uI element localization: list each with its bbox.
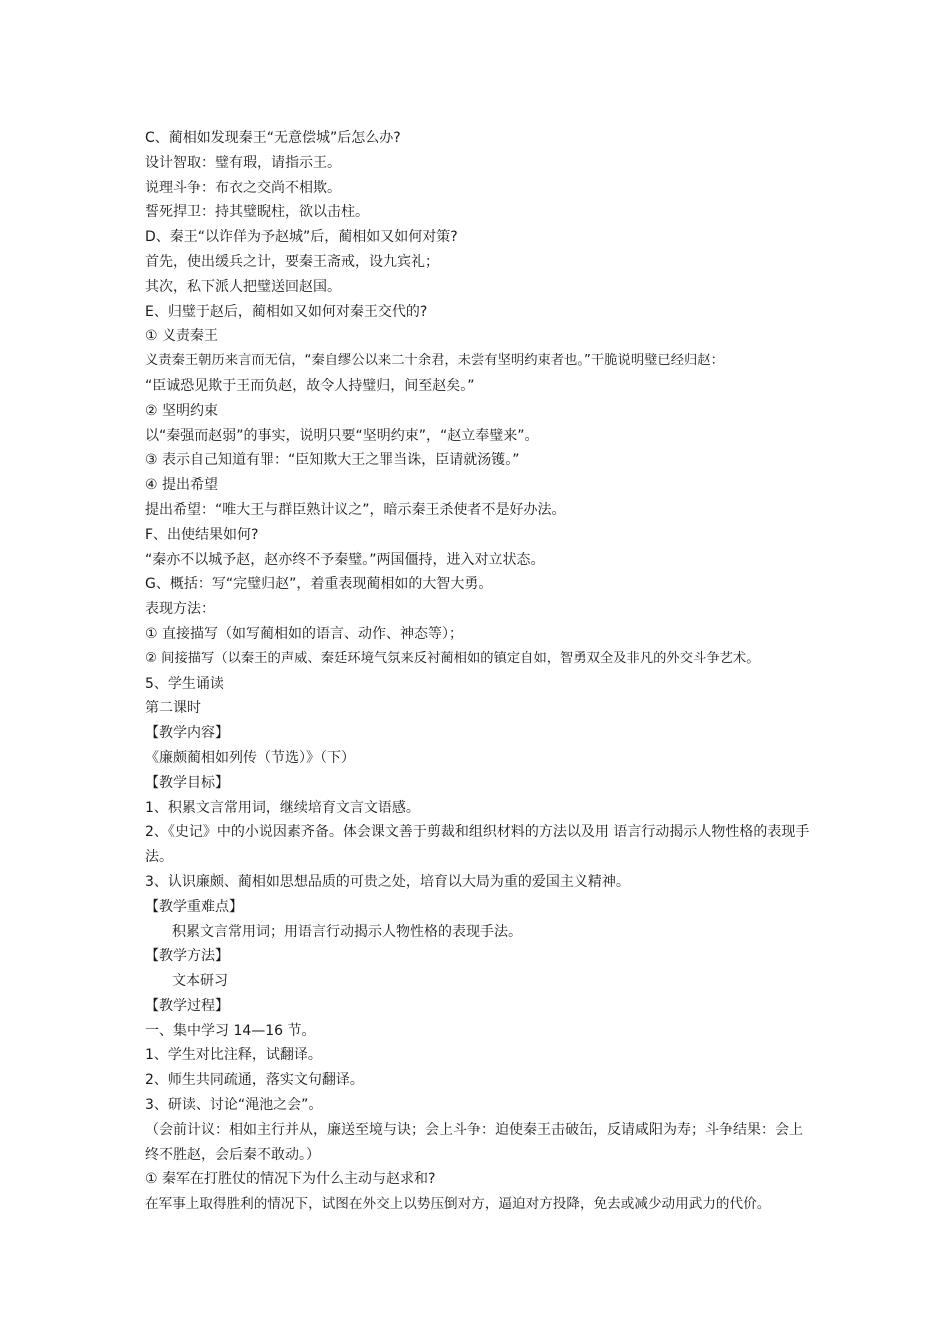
text-line: “秦亦不以城予赵，赵亦终不予秦璧。”两国僵持，进入对立状态。 xyxy=(145,551,545,568)
text-line: 首先，使出缓兵之计，要秦王斋戒，设九宾礼； xyxy=(145,253,439,270)
text-line: ① 秦军在打胜仗的情况下为什么主动与赵求和? xyxy=(145,1171,436,1188)
document-page xyxy=(145,126,810,1217)
text-line: 第二课时 xyxy=(145,700,201,717)
text-line: 3、认识廉颇、蔺相如思想品质的可贵之处，培育以大局为重的爱国主义精神。 xyxy=(145,873,630,890)
text-line: ② 坚明约束 xyxy=(145,402,219,419)
text-paragraph: （会前计议：相如主行并从，廉送至境与诀；会上斗争：迫使秦王击破缶，反请咸阳为寿；斗争结果：会上终不胜赵，会后秦不敢动。） xyxy=(145,1121,803,1163)
text-line: 1、学生对比注释，试翻译。 xyxy=(145,1047,322,1064)
text-line: E、归璧于赵后，蔺相如又如何对秦王交代的? xyxy=(145,303,428,320)
text-line: 义责秦王朝历来言而无信，“秦自缪公以来二十余君，未尝有坚明约束者也。”干脆说明璧已经归赵： xyxy=(145,353,724,369)
text-line: 文本研习 xyxy=(172,973,228,990)
text-line: 3、研读、讨论“渑池之会”。 xyxy=(145,1097,323,1114)
section-heading: 【教学重难点】 xyxy=(145,898,243,915)
text-line: ① 义责秦王 xyxy=(145,328,219,345)
text-paragraph: 2、《史记》中的小说因素齐备。体会课文善于剪裁和组织材料的方法以及用 语言行动揭示人物性格的表现手法。 xyxy=(145,824,810,866)
text-line: 以“秦强而赵弱”的事实，说明只要“坚明约束”，“赵立奉璧来”。 xyxy=(145,427,539,444)
text-line: 在军事上取得胜利的情况下，试图在外交上以势压倒对方，逼迫对方投降，免去或减少动用武力的代价。 xyxy=(145,1196,771,1213)
section-heading: 【教学方法】 xyxy=(145,948,229,965)
text-line: 一、集中学习 14—16 节。 xyxy=(145,1022,316,1039)
text-line: ② 间接描写（以秦王的声威、秦廷环境气氛来反衬蔺相如的镇定自如，智勇双全及非凡的外交斗争艺术。 xyxy=(145,650,760,666)
text-line: 誓死捍卫：持其璧睨柱，欲以击柱。 xyxy=(145,204,369,221)
text-line: 《廉颇蔺相如列传（节选）》（下） xyxy=(145,749,355,766)
text-line: 1、积累文言常用词，继续培育文言文语感。 xyxy=(145,799,420,816)
text-line: 表现方法： xyxy=(145,601,215,618)
text-line: D、秦王“以诈佯为予赵城”后，蔺相如又如何对策? xyxy=(145,229,458,246)
section-heading: 【教学目标】 xyxy=(145,774,229,791)
text-line: 积累文言常用词；用语言行动揭示人物性格的表现手法。 xyxy=(172,923,522,940)
text-line: ④ 提出希望 xyxy=(145,477,219,494)
text-line: 5、学生诵读 xyxy=(145,675,224,692)
text-line: 设计智取：璧有瑕，请指示王。 xyxy=(145,154,341,171)
text-line: 提出希望：“唯大王与群臣熟计议之”，暗示秦王杀使者不是好办法。 xyxy=(145,501,566,518)
text-line: “臣诚恐见欺于王而负赵，故令人持璧归，间至赵矣。” xyxy=(145,377,475,394)
text-line: 2、师生共同疏通，落实文句翻译。 xyxy=(145,1072,364,1089)
text-line: G、概括：写“完璧归赵”，着重表现蔺相如的大智大勇。 xyxy=(145,576,493,593)
text-line: F、出使结果如何? xyxy=(145,526,259,543)
section-heading: 【教学过程】 xyxy=(145,997,229,1014)
text-line: ③ 表示自己知道有罪：“臣知欺大王之罪当诛，臣请就汤镬。” xyxy=(145,452,520,469)
text-line: 说理斗争：布衣之交尚不相欺。 xyxy=(145,179,341,196)
text-line: C、蔺相如发现秦王“无意偿城”后怎么办? xyxy=(145,130,401,146)
text-line: ① 直接描写（如写蔺相如的语言、动作、神态等）； xyxy=(145,625,463,642)
text-line: 其次，私下派人把璧送回赵国。 xyxy=(145,278,341,295)
section-heading: 【教学内容】 xyxy=(145,725,229,742)
